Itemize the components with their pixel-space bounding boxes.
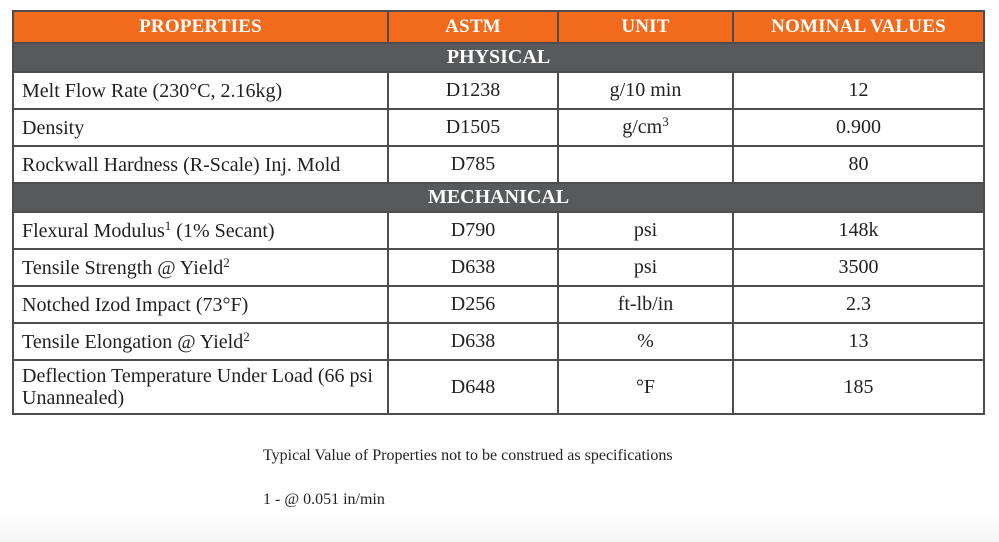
table-header-row	[13, 11, 984, 43]
table-row	[13, 212, 984, 249]
astm-cell: D785	[388, 146, 558, 183]
value-cell: 12	[733, 72, 984, 109]
property-cell: Notched Izod Impact (73°F)	[13, 286, 388, 323]
astm-cell: D638	[388, 249, 558, 286]
astm-cell: D1505	[388, 109, 558, 146]
value-cell: 185	[733, 360, 984, 414]
value-cell: 0.900	[733, 109, 984, 146]
unit-cell	[558, 146, 733, 183]
section-title-physical: PHYSICAL	[13, 43, 984, 72]
unit-cell: psi	[558, 249, 733, 286]
footnote-marker: 2	[243, 328, 250, 344]
unit-cell: psi	[558, 212, 733, 249]
unit-cell: ft-lb/in	[558, 286, 733, 323]
property-cell	[13, 323, 388, 360]
property-cell	[13, 249, 388, 286]
property-cell: Rockwall Hardness (R-Scale) Inj. Mold	[13, 146, 388, 183]
property-cell: Density	[13, 109, 388, 146]
property-cell: Deflection Temperature Under Load (66 psi Unannealed)	[13, 360, 388, 414]
table-row	[13, 72, 984, 109]
unit-superscript: 3	[662, 114, 669, 129]
astm-cell: D648	[388, 360, 558, 414]
unit-cell: %	[558, 323, 733, 360]
property-cell	[13, 212, 388, 249]
header-astm: ASTM	[388, 11, 558, 43]
properties-table	[12, 10, 985, 415]
table-row	[13, 286, 984, 323]
unit-cell	[558, 109, 733, 146]
table-row	[13, 146, 984, 183]
property-text-tail: (1% Secant)	[171, 219, 275, 242]
unit-text: g/cm	[622, 116, 663, 138]
section-row-physical	[13, 43, 984, 72]
property-cell: Melt Flow Rate (230°C, 2.16kg)	[13, 72, 388, 109]
value-cell: 3500	[733, 249, 984, 286]
table-row	[13, 323, 984, 360]
astm-cell: D1238	[388, 72, 558, 109]
value-cell: 148k	[733, 212, 984, 249]
footnote-marker: 2	[223, 254, 230, 270]
value-cell: 2.3	[733, 286, 984, 323]
value-cell: 13	[733, 323, 984, 360]
disclaimer-text: Typical Value of Properties not to be construed as specifications	[263, 447, 673, 464]
astm-cell: D790	[388, 212, 558, 249]
property-text: Flexural Modulus	[22, 219, 165, 242]
unit-cell: °F	[558, 360, 733, 414]
unit-cell: g/10 min	[558, 72, 733, 109]
property-text: Tensile Elongation @ Yield	[22, 330, 244, 353]
notes-spacer	[263, 466, 673, 490]
table-row	[13, 109, 984, 146]
astm-cell: D638	[388, 323, 558, 360]
properties-sheet	[12, 10, 983, 415]
footnote-marker: 1	[164, 217, 172, 233]
bottom-fade	[0, 512, 999, 542]
astm-cell: D256	[388, 286, 558, 323]
footnote-1: 1 - @ 0.051 in/min	[263, 491, 385, 508]
section-title-mechanical: MECHANICAL	[13, 183, 984, 212]
header-properties: PROPERTIES	[13, 11, 388, 43]
property-text: Tensile Strength @ Yield	[22, 256, 224, 279]
table-row	[13, 360, 984, 414]
value-cell: 80	[733, 146, 984, 183]
header-unit: UNIT	[558, 11, 733, 43]
section-row-mechanical	[13, 183, 984, 212]
header-nominal-values: NOMINAL VALUES	[733, 11, 984, 43]
table-row	[13, 249, 984, 286]
